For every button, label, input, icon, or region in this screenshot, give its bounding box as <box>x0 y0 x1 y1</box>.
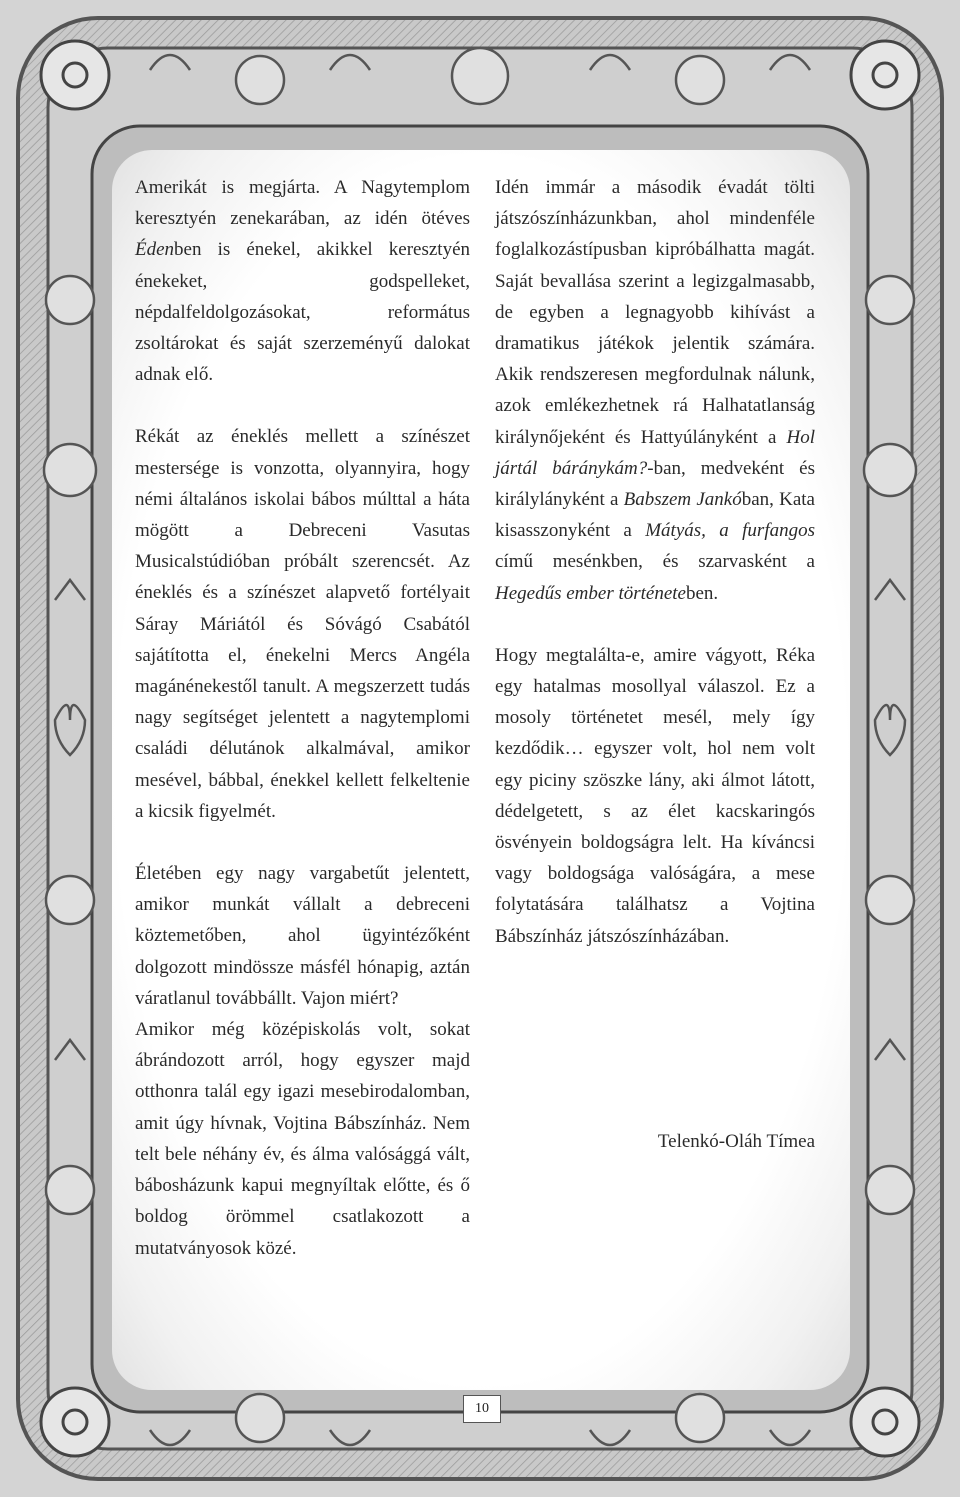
author-signature: Telenkó-Oláh Tímea <box>657 1131 815 1152</box>
italic-title: Éden <box>135 239 175 261</box>
italic-title: Babszem Jankó <box>623 489 742 511</box>
right-text-column <box>495 172 815 952</box>
italic-title: Hol jártál báránykám? <box>495 426 815 479</box>
italic-title: Hegedűs ember története <box>495 582 686 604</box>
paragraph: Rékát az éneklés mellett a színészet mestersége is vonzotta, olyannyira, hogy némi általános iskolai bábos múlttal a háta mögött a Debreceni Vasutas Musicalstúdióban próbált szerencsét. Az éneklés és a színészet alapvető fortélyait Sáray Máriától és Sóvágó Csabától sajátította el, énekelni Mercs Angéla magánénekestől tanult. A megszerzett tudás nagy segítséget jelentett a nagytemplomi családi délutánok alkalmával, amikor mesével, bábbal, énekkel kellett felkeltenie a kicsik figyelmét. <box>135 426 470 822</box>
paragraph: Hogy megtalálta-e, amire vágyott, Réka egy hatalmas mosollyal válaszol. Ez a mosoly történetet mesél, mely így kezdődik… egyszer volt, hol nem volt egy piciny szöszke lány, aki álmot látott, dédelgetett, s az élet kacskaringós ösvényein boldogságra lelt. Ha kíváncsi vagy boldogsága valóságára, a mese folytatására találhatsz a Vojtina Bábszínház játszószínházában. <box>495 644 815 947</box>
paragraph: Amerikát is megjárta. A Nagytemplom keresztyén zenekarában, az idén ötéves Édenben is énekel, akikkel keresztyén énekeket, godspelleket, népdalfeldolgozásokat, református zsoltárokat és saját szerzeményű dalokat adnak elő. <box>135 177 470 386</box>
paragraph: Amikor még középiskolás volt, sokat ábrándozott arról, hogy egyszer majd otthonra talál egy igazi mesebirodalomban, amit úgy hívnak, Vojtina Bábszínház. Nem telt bele néhány év, és álma valósággá vált, bábosházunk kapui megnyíltak előtte, és ő boldog örömmel csatlakozott a mutatványosok közé. <box>135 1019 470 1259</box>
left-text-column <box>135 172 470 1264</box>
page-number: 10 <box>463 1395 501 1423</box>
paragraph: Idén immár a második évadát tölti játszószínházunkban, ahol mindenféle foglalkozástípusban kipróbálhatta magát. Saját bevallása szerint a legizgalmasabb, de egyben a legnagyobb kihívást a dramatikus játékok jelentik számára. Akik rendszeresen megfordulnak nálunk, azok emlékezhetnek rá Halhatatlanság királynőjeként és Hattyúlányként a Hol jártál báránykám?-ban, medveként és királylányként a Babszem Jankóban, Kata kisasszonyként a Mátyás, a furfangos című mesénkben, és szarvasként a Hegedűs ember történeteben. <box>495 177 815 604</box>
paragraph: Életében egy nagy vargabetűt jelentett, amikor munkát vállalt a debreceni köztemetőben, ahol ügyintézőként dolgozott mindössze másfél hónapig, aztán váratlanul továbbállt. Vajon miért? <box>135 863 470 1009</box>
italic-title: Mátyás, a furfangos <box>645 520 815 542</box>
